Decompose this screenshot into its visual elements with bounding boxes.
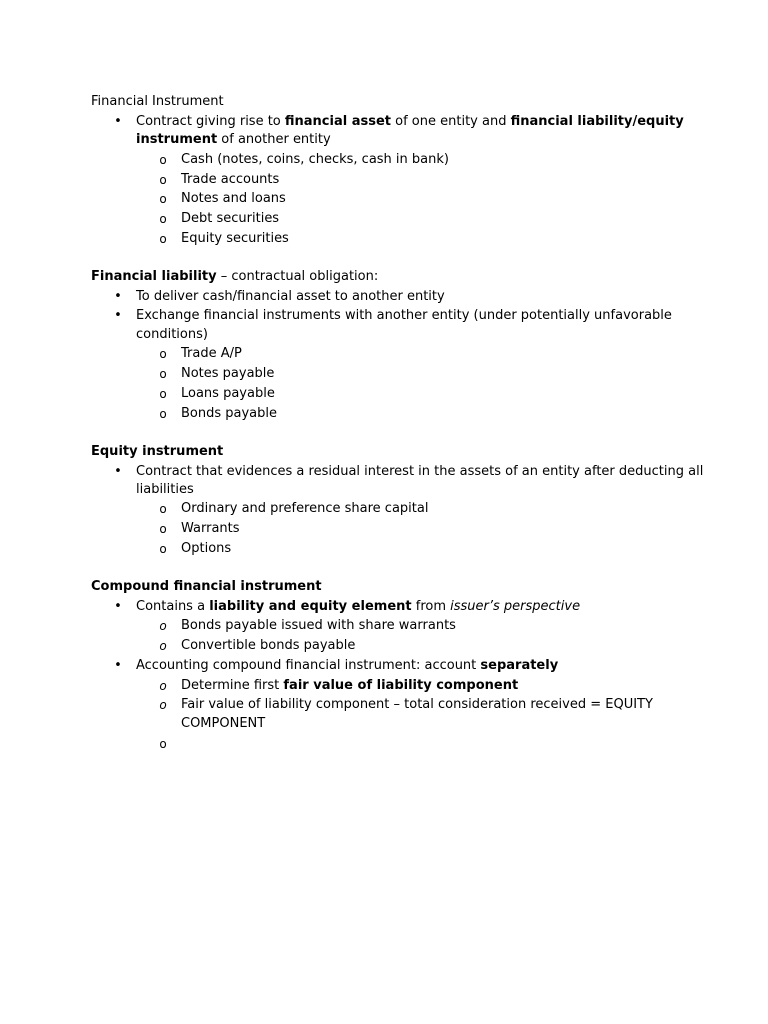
sub-bullet-marker: o <box>159 522 167 536</box>
bullet-text: Contract that evidences a residual interest in the assets of an entity after deducting all <box>136 464 704 479</box>
section-heading: Financial Instrument <box>91 94 224 109</box>
sub-bullet-marker: o <box>159 232 167 246</box>
sub-bullet-text: Bonds payable issued with share warrants <box>181 618 456 633</box>
section-heading: Financial liability – contractual obligation: <box>91 269 379 284</box>
bullet-marker: • <box>114 464 122 479</box>
sub-bullet-marker: o <box>159 639 167 653</box>
bullet-text-continued: conditions) <box>136 327 208 342</box>
bullet-marker: • <box>114 599 122 614</box>
section-heading: Equity instrument <box>91 444 224 459</box>
sub-bullet-marker: o <box>159 542 167 556</box>
bullet-text: Exchange financial instruments with another entity (under potentially unfavorable <box>136 308 672 323</box>
bullet-text: Contains a liability and equity element from issuer’s perspective <box>136 599 581 614</box>
sub-bullet-marker: o <box>159 679 167 693</box>
sub-bullet-marker: o <box>159 407 167 421</box>
bullet-text: Accounting compound financial instrument: account separately <box>136 658 559 673</box>
sub-bullet-marker: o <box>159 698 167 712</box>
bullet-marker: • <box>114 114 122 129</box>
bullet-text: Contract giving rise to financial asset of one entity and financial liability/equity <box>136 114 684 129</box>
sub-bullet-text: Trade A/P <box>181 346 242 361</box>
bullet-text-continued: instrument of another entity <box>136 132 331 147</box>
sub-bullet-marker: o <box>159 192 167 206</box>
sub-bullet-marker: o <box>159 387 167 401</box>
sub-bullet-text: Notes and loans <box>181 191 286 206</box>
section-heading: Compound financial instrument <box>91 579 322 594</box>
sub-bullet-text-continued: COMPONENT <box>181 716 266 731</box>
sub-bullet-marker: o <box>159 173 167 187</box>
sub-bullet-marker: o <box>159 737 167 751</box>
sub-bullet-marker: o <box>159 212 167 226</box>
bullet-marker: • <box>114 289 122 304</box>
sub-bullet-text: Trade accounts <box>181 172 280 187</box>
sub-bullet-marker: o <box>159 502 167 516</box>
sub-bullet-text: Options <box>181 541 232 556</box>
bullet-marker: • <box>114 308 122 323</box>
bullet-text-continued: liabilities <box>136 482 194 497</box>
sub-bullet-text: Notes payable <box>181 366 275 381</box>
sub-bullet-marker: o <box>159 153 167 167</box>
sub-bullet-text: Bonds payable <box>181 406 278 421</box>
sub-bullet-text: Determine first fair value of liability component <box>181 678 519 693</box>
sub-bullet-text: Debt securities <box>181 211 280 226</box>
bullet-text: To deliver cash/financial asset to another entity <box>136 289 445 304</box>
sub-bullet-text: Loans payable <box>181 386 275 401</box>
sub-bullet-marker: o <box>159 619 167 633</box>
sub-bullet-text: Fair value of liability component – total consideration received = EQUITY <box>181 697 653 712</box>
sub-bullet-marker: o <box>159 367 167 381</box>
sub-bullet-text: Cash (notes, coins, checks, cash in bank) <box>181 152 449 167</box>
sub-bullet-text: Convertible bonds payable <box>181 638 356 653</box>
sub-bullet-marker: o <box>159 347 167 361</box>
sub-bullet-text: Equity securities <box>181 231 289 246</box>
bullet-marker: • <box>114 658 122 673</box>
sub-bullet-text: Warrants <box>181 521 240 536</box>
sub-bullet-text: Ordinary and preference share capital <box>181 501 429 516</box>
